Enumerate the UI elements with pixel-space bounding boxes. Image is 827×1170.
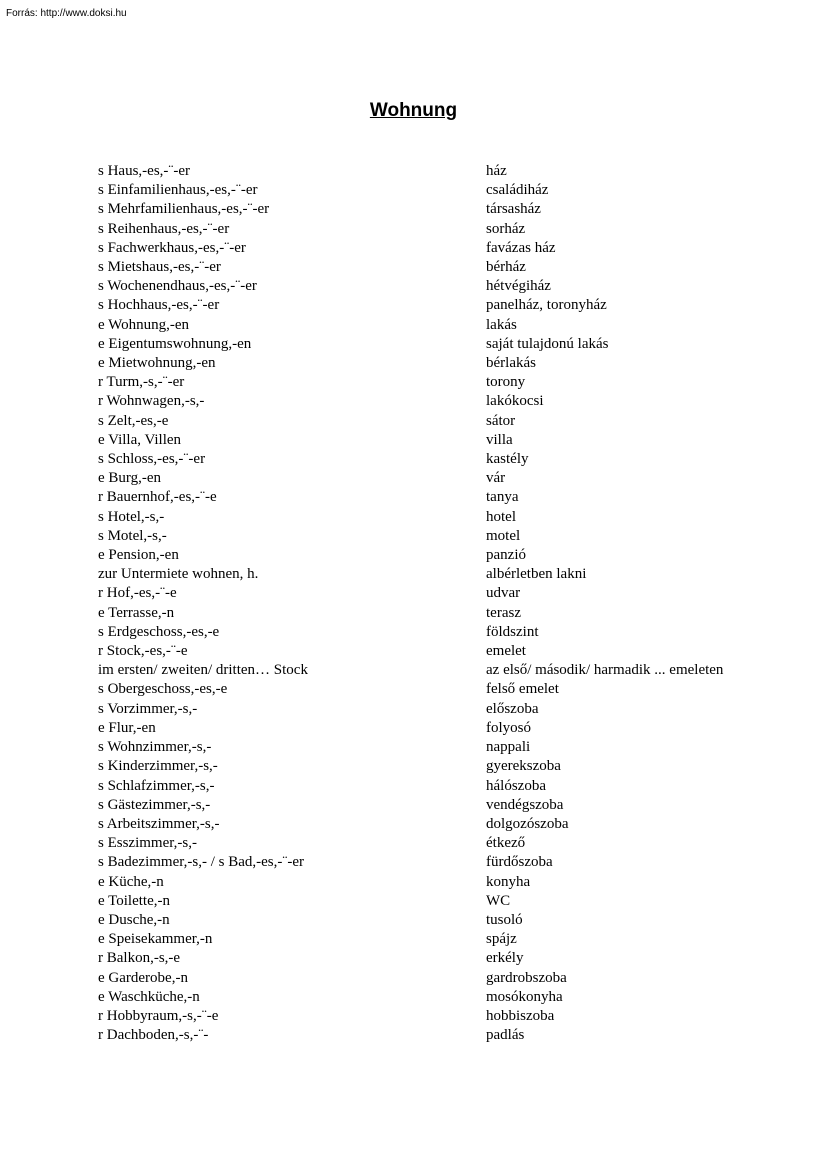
hungarian-translation: vendégszoba — [486, 796, 564, 813]
german-term: e Terrasse,-n — [98, 604, 175, 621]
german-term: s Vorzimmer,-s,- — [98, 700, 198, 717]
hungarian-translation: társasház — [486, 201, 541, 218]
vocab-row — [98, 546, 738, 565]
german-term: s Hochhaus,-es,-¨-er — [98, 297, 220, 314]
german-term: r Bauernhof,-es,-¨-e — [98, 489, 217, 506]
hungarian-translation: hotel — [486, 508, 516, 525]
vocab-row — [98, 661, 738, 680]
page-title: Wohnung — [369, 100, 458, 121]
hungarian-translation: favázas ház — [486, 239, 556, 256]
german-term: s Wochenendhaus,-es,-¨-er — [98, 278, 257, 295]
german-term: e Mietwohnung,-en — [98, 355, 216, 372]
vocab-row — [98, 873, 738, 892]
german-term: e Wohnung,-en — [98, 316, 189, 333]
hungarian-translation: gyerekszoba — [486, 758, 561, 775]
vocab-row — [98, 488, 738, 507]
hungarian-translation: fürdőszoba — [486, 854, 553, 871]
german-term: s Wohnzimmer,-s,- — [98, 739, 212, 756]
german-term: e Garderobe,-n — [98, 969, 188, 986]
german-term: s Einfamilienhaus,-es,-¨-er — [98, 182, 258, 199]
german-term: s Haus,-es,-¨-er — [98, 163, 191, 179]
vocab-row — [98, 949, 738, 968]
hungarian-translation: sorház — [486, 220, 526, 237]
vocab-row — [98, 604, 738, 623]
hungarian-translation: lakókocsi — [486, 393, 544, 410]
hungarian-translation: földszint — [486, 623, 539, 640]
hungarian-translation: WC — [486, 892, 511, 909]
vocab-row — [98, 969, 738, 988]
hungarian-translation: erkély — [486, 950, 524, 967]
hungarian-translation: terasz — [486, 604, 521, 621]
vocab-row — [98, 373, 738, 392]
german-term: s Mehrfamilienhaus,-es,-¨-er — [98, 201, 270, 218]
german-term: s Erdgeschoss,-es,-e — [98, 623, 220, 640]
vocab-row — [98, 565, 738, 584]
vocab-row — [98, 469, 738, 488]
vocab-row — [98, 1007, 738, 1026]
german-term: r Hobbyraum,-s,-¨-e — [98, 1007, 219, 1024]
german-term: r Hof,-es,-¨-e — [98, 585, 177, 602]
german-term: s Badezimmer,-s,- / s Bad,-es,-¨-er — [98, 854, 304, 871]
hungarian-translation: nappali — [486, 739, 531, 756]
vocab-row — [98, 162, 738, 181]
german-term: s Motel,-s,- — [98, 527, 167, 544]
german-term: e Villa, Villen — [98, 431, 182, 448]
german-term: s Schlafzimmer,-s,- — [98, 777, 215, 794]
vocab-row — [98, 200, 738, 219]
hungarian-translation: felső emelet — [486, 681, 559, 698]
vocab-row — [98, 988, 738, 1007]
vocab-row — [98, 738, 738, 757]
vocab-row — [98, 892, 738, 911]
hungarian-translation: panelház, toronyház — [486, 297, 607, 314]
vocab-row — [98, 815, 738, 834]
hungarian-translation: padlás — [486, 1027, 525, 1044]
vocab-row — [98, 527, 738, 546]
hungarian-translation: konyha — [486, 873, 531, 890]
vocab-row — [98, 834, 738, 853]
vocab-row — [98, 777, 738, 796]
vocab-row — [98, 584, 738, 603]
hungarian-translation: villa — [486, 431, 513, 448]
german-term: r Balkon,-s,-e — [98, 950, 181, 967]
hungarian-translation: folyosó — [486, 719, 531, 736]
hungarian-translation: kastély — [486, 451, 529, 468]
german-term: s Mietshaus,-es,-¨-er — [98, 259, 221, 276]
vocab-row — [98, 796, 738, 815]
german-term: e Dusche,-n — [98, 911, 170, 928]
german-term: r Stock,-es,-¨-e — [98, 643, 188, 660]
hungarian-translation: étkező — [486, 835, 526, 852]
hungarian-translation: családiház — [486, 182, 549, 199]
vocab-row — [98, 930, 738, 949]
german-term: s Esszimmer,-s,- — [98, 835, 197, 852]
hungarian-translation: panzió — [486, 547, 526, 564]
vocab-row — [98, 623, 738, 642]
hungarian-translation: tanya — [486, 489, 519, 506]
hungarian-translation: spájz — [486, 931, 517, 948]
german-term: e Pension,-en — [98, 547, 179, 564]
german-term: s Arbeitszimmer,-s,- — [98, 815, 220, 832]
hungarian-translation: sátor — [486, 412, 516, 429]
hungarian-translation: bérház — [486, 259, 526, 276]
vocabulary-list — [98, 162, 738, 1045]
german-term: s Obergeschoss,-es,-e — [98, 681, 228, 698]
hungarian-translation: dolgozószoba — [486, 815, 569, 832]
hungarian-translation: albérletben lakni — [486, 566, 587, 583]
vocab-row — [98, 412, 738, 431]
vocab-row — [98, 392, 738, 411]
german-term: s Reihenhaus,-es,-¨-er — [98, 220, 230, 237]
german-term: s Gästezimmer,-s,- — [98, 796, 211, 813]
german-term: s Fachwerkhaus,-es,-¨-er — [98, 239, 246, 256]
vocab-row — [98, 277, 738, 296]
vocab-row — [98, 700, 738, 719]
hungarian-translation: gardrobszoba — [486, 969, 567, 986]
hungarian-translation: hétvégiház — [486, 278, 551, 295]
german-term: r Wohnwagen,-s,- — [98, 393, 205, 410]
german-term: e Küche,-n — [98, 873, 164, 890]
hungarian-translation: saját tulajdonú lakás — [486, 335, 609, 352]
hungarian-translation: torony — [486, 374, 526, 391]
vocab-row — [98, 316, 738, 335]
vocab-row — [98, 680, 738, 699]
hungarian-translation: bérlakás — [486, 355, 536, 372]
vocab-row — [98, 1026, 738, 1045]
german-term: im ersten/ zweiten/ dritten… Stock — [98, 662, 308, 679]
source-note: Forrás: http://www.doksi.hu — [6, 8, 127, 19]
vocab-row — [98, 258, 738, 277]
hungarian-translation: tusoló — [486, 911, 523, 928]
german-term: e Waschküche,-n — [98, 988, 200, 1005]
vocab-row — [98, 431, 738, 450]
german-term: zur Untermiete wohnen, h. — [98, 566, 259, 583]
german-term: e Burg,-en — [98, 470, 162, 487]
german-term: s Kinderzimmer,-s,- — [98, 758, 218, 775]
vocab-row — [98, 450, 738, 469]
german-term: r Dachboden,-s,-¨- — [98, 1027, 209, 1044]
hungarian-translation: ház — [486, 163, 507, 179]
german-term: r Turm,-s,-¨-er — [98, 374, 185, 391]
german-term: e Speisekammer,-n — [98, 931, 213, 948]
vocab-row — [98, 508, 738, 527]
hungarian-translation: lakás — [486, 316, 517, 333]
vocab-row — [98, 354, 738, 373]
hungarian-translation: motel — [486, 527, 521, 544]
vocab-row — [98, 719, 738, 738]
german-term: e Eigentumswohnung,-en — [98, 335, 252, 352]
vocab-row — [98, 757, 738, 776]
german-term: e Toilette,-n — [98, 892, 170, 909]
hungarian-translation: hálószoba — [486, 777, 546, 794]
german-term: s Hotel,-s,- — [98, 508, 165, 525]
hungarian-translation: emelet — [486, 643, 526, 660]
hungarian-translation: előszoba — [486, 700, 539, 717]
german-term: s Schloss,-es,-¨-er — [98, 451, 206, 468]
vocab-row — [98, 296, 738, 315]
vocab-row — [98, 239, 738, 258]
vocab-row — [98, 853, 738, 872]
hungarian-translation: udvar — [486, 585, 521, 602]
hungarian-translation: az első/ második/ harmadik ... emeleten — [486, 662, 724, 679]
vocab-row — [98, 335, 738, 354]
vocab-row — [98, 181, 738, 200]
german-term: e Flur,-en — [98, 719, 156, 736]
german-term: s Zelt,-es,-e — [98, 412, 169, 429]
vocab-row — [98, 220, 738, 239]
vocab-row — [98, 642, 738, 661]
hungarian-translation: mosókonyha — [486, 988, 563, 1005]
hungarian-translation: hobbiszoba — [486, 1007, 555, 1024]
hungarian-translation: vár — [486, 470, 506, 487]
vocab-row — [98, 911, 738, 930]
